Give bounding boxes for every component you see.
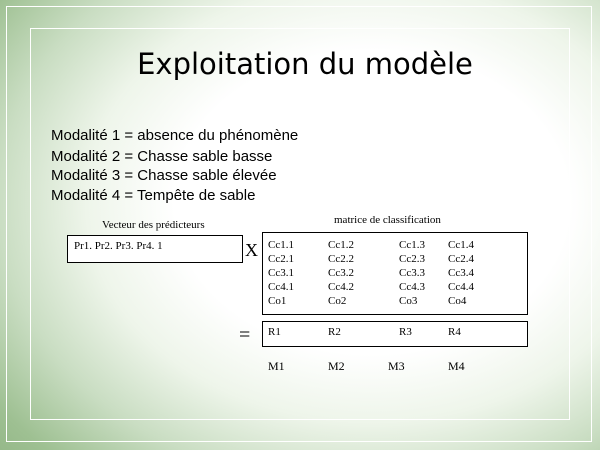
equals-operator: = — [239, 324, 251, 346]
result-cell: R2 — [328, 326, 341, 338]
matrice-cell: Cc4.2 — [328, 281, 354, 293]
matrice-cell: Cc1.4 — [448, 239, 474, 251]
matrice-cell: Cc1.3 — [399, 239, 425, 251]
modalite-3: Modalité 3 = Chasse sable élevée — [51, 167, 277, 184]
multiply-operator: X — [245, 240, 258, 260]
modalite-1: Modalité 1 = absence du phénomène — [51, 127, 299, 144]
max-label: M1 — [268, 359, 285, 373]
matrice-cell: Cc1.2 — [328, 239, 354, 251]
matrice-cell: Cc1.1 — [268, 239, 294, 251]
matrice-cell: Cc2.1 — [268, 253, 294, 265]
vecteur-box — [67, 235, 243, 263]
matrice-cell: Co4 — [448, 295, 467, 307]
result-cell: R3 — [399, 326, 412, 338]
result-box — [262, 321, 528, 347]
matrice-cell: Co3 — [399, 295, 418, 307]
matrice-cell: Cc3.3 — [399, 267, 425, 279]
modalite-4: Modalité 4 = Tempête de sable — [51, 187, 256, 204]
vecteur-label: Vecteur des prédicteurs — [102, 219, 205, 231]
matrice-cell: Cc2.4 — [448, 253, 474, 265]
result-cell: R1 — [268, 326, 281, 338]
matrice-cell: Cc3.2 — [328, 267, 354, 279]
max-label: M2 — [328, 359, 345, 373]
max-label: M4 — [448, 359, 465, 373]
slide-title: Exploitation du modèle — [137, 47, 473, 81]
matrice-cell: Cc3.4 — [448, 267, 474, 279]
matrice-box — [262, 232, 528, 315]
matrice-cell: Cc4.3 — [399, 281, 425, 293]
matrice-cell: Cc4.1 — [268, 281, 294, 293]
matrice-cell: Cc2.3 — [399, 253, 425, 265]
result-cell: R4 — [448, 326, 461, 338]
matrice-label: matrice de classification — [334, 214, 441, 226]
matrice-cell: Co2 — [328, 295, 347, 307]
matrice-cell: Cc2.2 — [328, 253, 354, 265]
max-label: M3 — [388, 359, 405, 373]
matrice-cell: Cc3.1 — [268, 267, 294, 279]
matrice-cell: Cc4.4 — [448, 281, 474, 293]
matrice-cell: Co1 — [268, 295, 287, 307]
vecteur-values: Pr1. Pr2. Pr3. Pr4. 1 — [74, 240, 163, 252]
modalite-2: Modalité 2 = Chasse sable basse — [51, 148, 273, 165]
